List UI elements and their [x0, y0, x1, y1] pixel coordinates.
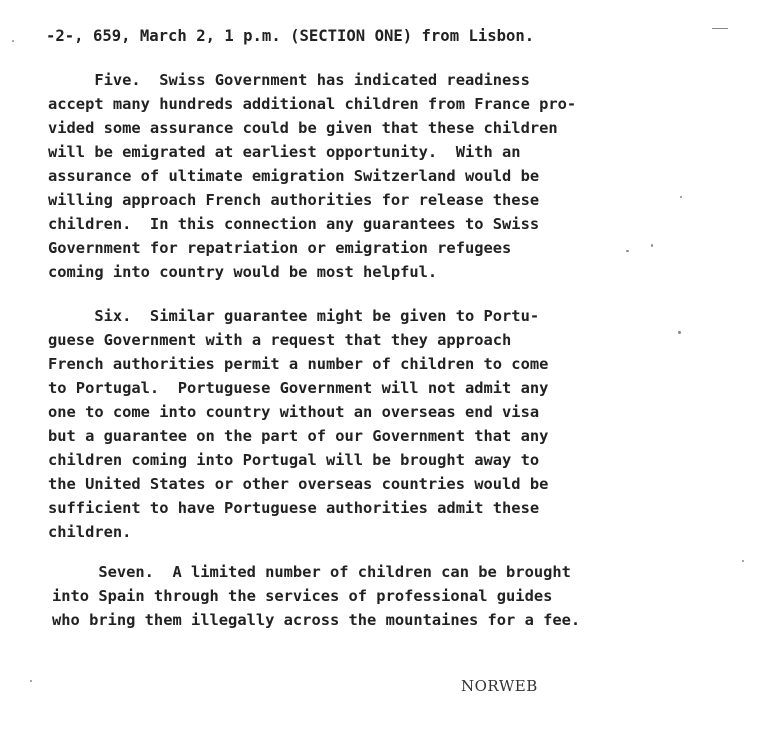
- scan-speck: [651, 244, 653, 247]
- paragraph-line: guese Government with a request that they approach: [48, 331, 512, 349]
- scan-speck: [12, 40, 14, 42]
- paragraph-line: children coming into Portugal will be brought away to: [48, 451, 540, 469]
- paragraph-line: Five. Swiss Government has indicated readiness: [48, 71, 530, 89]
- scan-speck: [742, 560, 744, 562]
- paragraph-line: Seven. A limited number of children can be brought: [52, 563, 571, 581]
- paragraph-line: children. In this connection any guarantees to Swiss: [48, 215, 540, 233]
- paragraph-line: the United States or other overseas countries would be: [48, 475, 549, 493]
- scan-speck: [30, 680, 32, 682]
- paragraph-line: coming into country would be most helpful.: [48, 263, 438, 281]
- scan-speck: [626, 250, 629, 252]
- paragraph-line: French authorities permit a number of children to come: [48, 355, 549, 373]
- paragraph-line: but a guarantee on the part of our Government that any: [48, 427, 549, 445]
- paragraph-line: into Spain through the services of professional guides: [52, 587, 553, 605]
- paragraph-line: children.: [48, 523, 132, 541]
- document-header: -2-, 659, March 2, 1 p.m. (SECTION ONE) from Lisbon.: [46, 27, 535, 45]
- paragraph-line: willing approach French authorities for release these: [48, 191, 540, 209]
- paragraph-line: assurance of ultimate emigration Switzerland would be: [48, 167, 540, 185]
- signature: NORWEB: [461, 677, 538, 695]
- scan-speck: [680, 196, 682, 198]
- paragraph-line: to Portugal. Portuguese Government will not admit any: [48, 379, 549, 397]
- paragraph-line: sufficient to have Portuguese authorities admit these: [48, 499, 540, 517]
- paragraph-line: Six. Similar guarantee might be given to Portu-: [48, 307, 540, 325]
- paragraph-line: will be emigrated at earliest opportunity. With an: [48, 143, 521, 161]
- paragraph-line: one to come into country without an overseas end visa: [48, 403, 540, 421]
- scan-speck: [712, 28, 728, 29]
- paragraph-line: vided some assurance could be given that these children: [48, 119, 558, 137]
- paragraph-line: who bring them illegally across the mountaines for a fee.: [52, 611, 581, 629]
- scan-speck: [678, 331, 681, 334]
- paragraph-line: accept many hundreds additional children from France pro-: [48, 95, 577, 113]
- paragraph-line: Government for repatriation or emigration refugees: [48, 239, 512, 257]
